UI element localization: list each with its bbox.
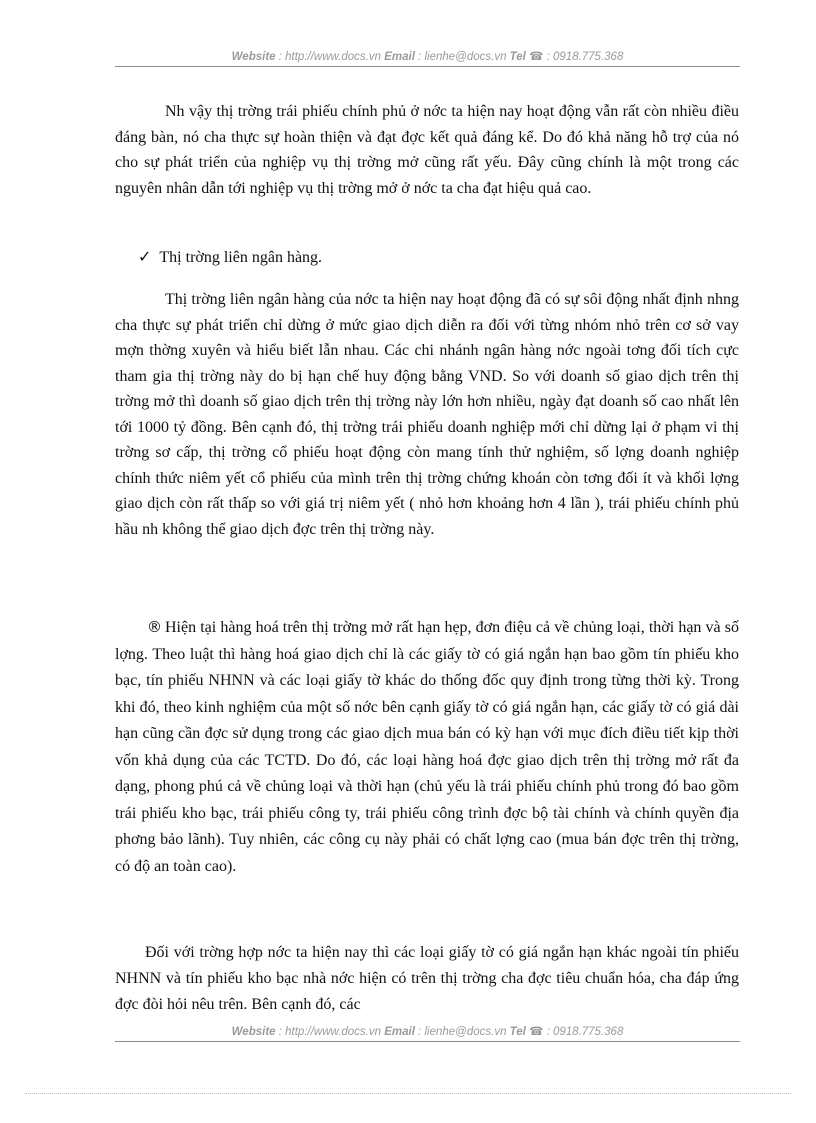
checkmark-icon: ✓ [138,247,152,266]
page-footer [115,1024,740,1042]
paragraph-current-situation: Đối với trờng hợp nớc ta hiện nay thì các loại giấy tờ có giá ngắn hạn khác ngoài tín phiếu NHNN và tín phiếu kho bạc nhà nớc hiện có trên thị trờng cha đợc tiêu chuẩn hóa, cha đáp ứng đợc đòi hỏi nêu trên. Bên cạnh đó, các [115,944,739,1013]
paragraph-open-market-goods-text: Hiện tại hàng hoá trên thị trờng mở rất hạn hẹp, đơn điệu cả về chủng loại, thời hạn và số lợng. Theo luật thì hàng hoá giao dịch chỉ là các giấy tờ có giá ngắn hạn bao gồm tín phiếu kho bạc, tín phiếu NHNN và các loại giấy tờ khác do thống đốc quy định trong từng thời kỳ. Trong khi đó, theo kinh nghiệm của một số nớc bên cạnh giấy tờ có giá ngắn hạn, các giấy tờ có giá dài hạn cũng cần đợc sử dụng trong các giao dịch mua bán có kỳ hạn với mục đích điều tiết kịp thời vốn khả dụng của các TCTD. Do đó, các loại hàng hoá đợc giao dịch trên thị trờng mở rất đa dạng, phong phú cả về chủng loại và thời hạn (chủ yếu là trái phiếu chính phủ trong đó bao gồm trái phiếu kho bạc, trái phiếu công ty, trái phiếu công trình đợc bộ tài chính và chính quyền địa phơng bảo lãnh). Tuy nhiên, các công cụ này phải có chất lợng cao (mua bán đợc trên thị trờng, có độ an toàn cao). [115,619,739,875]
footer-website-url[interactable]: : http://www.docs.vn [275,1026,385,1038]
footer-rule [115,1041,740,1042]
footer-tel-label: Tel [509,1026,526,1038]
registered-bullet-icon: ® [147,618,162,636]
paragraph-open-market-goods [115,614,739,880]
section-heading-interbank [138,244,322,271]
footer-email-address[interactable]: : lienhe@docs.vn [414,1026,510,1038]
page-bottom-divider [25,1093,791,1094]
footer-email-label: Email [384,1026,415,1038]
paragraph-interbank-market: Thị trờng liên ngân hàng của nớc ta hiện nay hoạt động đã có sự sôi động nhất định nhng cha thực sự phát triển chỉ dừng ở mức giao dịch diễn ra đối với từng nhóm nhỏ trên cơ sở vay mợn thờng xuyên và hiểu biết lẫn nhau. Các chi nhánh ngân hàng nớc ngoài tơng đối tích cực tham gia thị trờng này do bị hạn chế huy động bằng VND. So với doanh số giao dịch trên thị trờng mở thì doanh số giao dịch trên thị trờng này lớn hơn nhiều, ngày đạt doanh số cao nhất lên tới 1000 tỷ đồng. Bên cạnh đó, thị trờng trái phiếu doanh nghiệp mới chỉ dừng lại ở phạm vi thị trờng sơ cấp, thị trờng cổ phiếu hoạt động còn mang tính thử nghiệm, số lợng doanh nghiệp chính thức niêm yết cổ phiếu của mình trên thị trờng chứng khoán còn tơng đối ít và khối lợng giao dịch còn rất thấp so với giá trị niêm yết ( nhỏ hơn khoảng hơn 4 lần ), trái phiếu chính phủ hầu nh không thể giao dịch đợc trên thị trờng này. [115,291,739,538]
header-email-address[interactable]: : lienhe@docs.vn [414,51,510,63]
phone-icon: ☎ [529,51,544,63]
header-tel-label: Tel [509,51,526,63]
section-heading-text: Thị trờng liên ngân hàng. [159,249,323,266]
header-website-url[interactable]: : http://www.docs.vn [275,51,385,63]
footer-tel-number: : 0918.775.368 [543,1026,624,1038]
paragraph-bond-market: Nh vậy thị trờng trái phiếu chính phủ ở nớc ta hiện nay hoạt động vẫn rất còn nhiều điều đáng bàn, nó cha thực sự hoàn thiện và đạt đợc kết quả đáng kể. Do đó khả năng hỗ trợ của nó cho sự phát triển của nghiệp vụ thị trờng mở cũng rất yếu. Đây cũng chính là một trong các nguyên nhân dẫn tới nghiệp vụ thị trờng mở ở nớc ta cha đạt hiệu quả cao. [115,103,739,197]
header-email-label: Email [384,51,415,63]
header-tel-number: : 0918.775.368 [543,51,624,63]
phone-icon: ☎ [529,1026,544,1038]
footer-website-label: Website [231,1026,276,1038]
header-website-label: Website [231,51,276,63]
page-header [115,49,740,67]
header-rule [115,66,740,67]
